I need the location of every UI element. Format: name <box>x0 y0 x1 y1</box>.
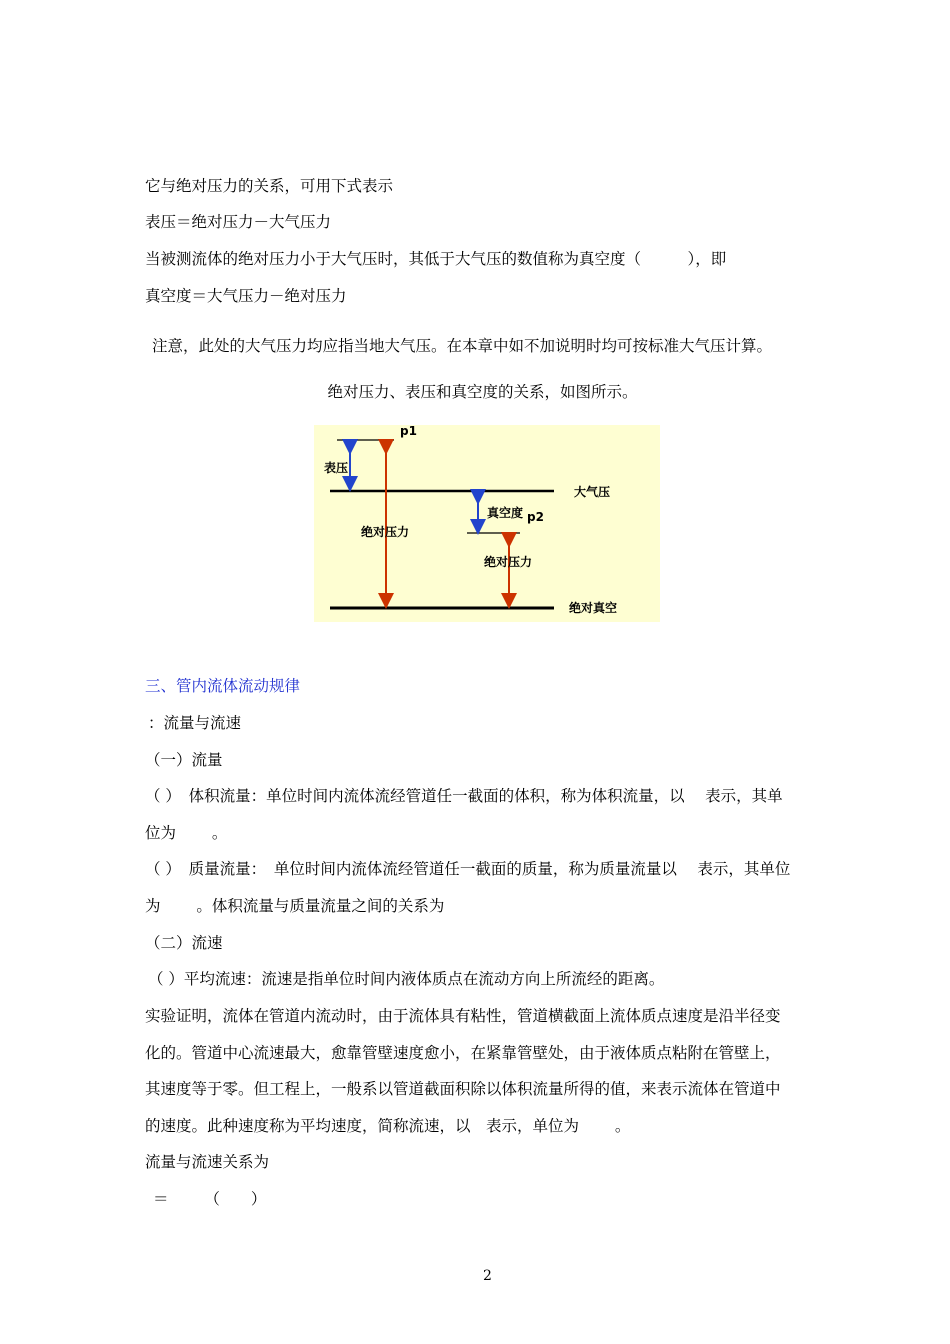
body-line-absolute-relation: 它与绝对压力的关系，可用下式表示 <box>145 177 394 195</box>
part-velocity-title: （二）流速 <box>145 934 223 952</box>
subsection-flow: ：流量与流速 <box>148 714 242 732</box>
absolute-pressure-label-left: 绝对压力 <box>361 525 410 539</box>
gauge-label: 表压 <box>324 461 349 475</box>
mass-flow-line2: 为 。体积流量与质量流量之间的关系为 <box>145 897 445 915</box>
absolute-vacuum-label: 绝对真空 <box>569 601 618 615</box>
body-line-vacuum-definition: 当被测流体的绝对压力小于大气压时，其低于大气压的数值称为真空度（ ），即 <box>145 250 727 268</box>
body-line-gauge-formula: 表压＝绝对压力－大气压力 <box>145 213 332 231</box>
paragraph-line1: 实验证明，流体在管道内流动时，由于流体具有粘性，管道横截面上流体质点速度是沿半径变 <box>145 1007 781 1025</box>
p1-label: p1 <box>400 425 417 438</box>
absolute-pressure-label-right: 绝对压力 <box>484 555 533 569</box>
atmospheric-label: 大气压 <box>574 485 611 499</box>
part-flow-title: （一）流量 <box>145 751 223 769</box>
section-heading: 三、管内流体流动规律 <box>145 677 301 695</box>
paragraph-line3: 其速度等于零。但工程上，一般系以管道截面积除以体积流量所得的值，来表示流体在管道中 <box>145 1080 781 1098</box>
page-number: 2 <box>483 1268 492 1284</box>
pressure-relation-diagram <box>314 425 660 622</box>
average-velocity-line: （ ）平均流速：流速是指单位时间内液体质点在流动方向上所流经的距离。 <box>148 970 665 988</box>
p2-label: p2 <box>527 510 544 524</box>
paragraph-line2: 化的。管道中心流速最大，愈靠管壁速度愈小，在紧靠管壁处，由于液体质点粘附在管壁上， <box>145 1044 781 1062</box>
body-note: 注意，此处的大气压力均应指当地大气压。在本章中如不加说明时均可按标准大气压计算。 <box>152 337 773 355</box>
volume-flow-line2: 位为 。 <box>145 824 228 842</box>
figure-caption: 绝对压力、表压和真空度的关系，如图所示。 <box>327 383 638 401</box>
formula-line: ＝ （ ） <box>153 1190 267 1208</box>
relation-line: 流量与流速关系为 <box>145 1153 270 1171</box>
paragraph-line4: 的速度。此种速度称为平均速度，简称流速，以 表示，单位为 。 <box>145 1117 631 1135</box>
volume-flow-line1: （ ） 体积流量：单位时间内流体流经管道任一截面的体积，称为体积流量，以 表示，其单 <box>145 787 783 805</box>
vacuum-label: 真空度 <box>487 506 524 520</box>
body-line-vacuum-formula: 真空度＝大气压力－绝对压力 <box>145 287 347 305</box>
mass-flow-line1: （ ） 质量流量： 单位时间内流体流经管道任一截面的质量，称为质量流量以 表示，其单位 <box>145 860 791 878</box>
